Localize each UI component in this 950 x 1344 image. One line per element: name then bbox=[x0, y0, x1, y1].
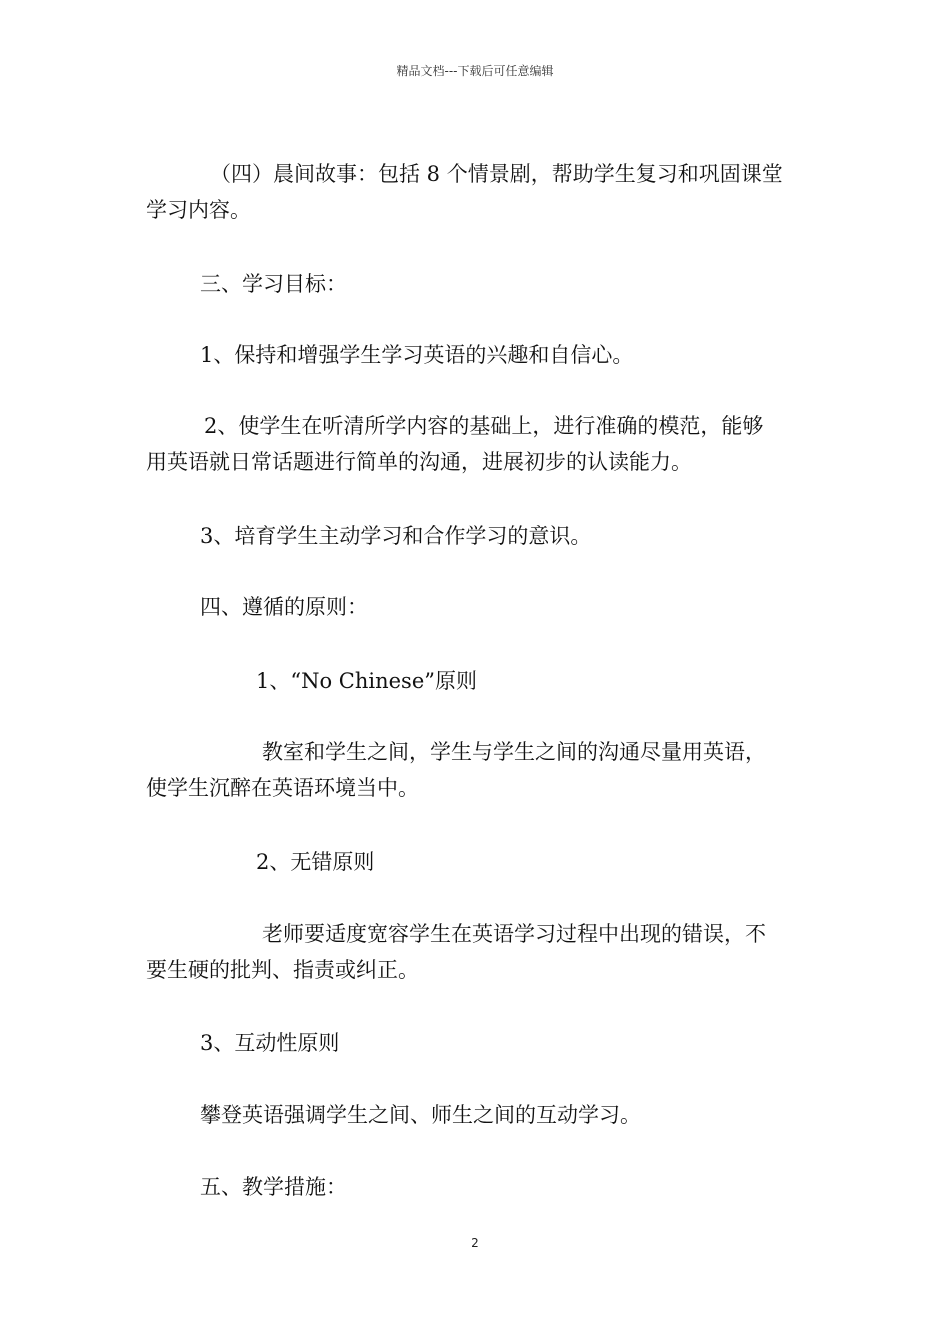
section-heading: 三、学习目标： bbox=[200, 272, 347, 296]
list-item: 3、培育学生主动学习和合作学习的意识。 bbox=[200, 524, 592, 548]
subsection-heading: 2、无错原则 bbox=[256, 850, 375, 874]
subsection-heading: 3、互动性原则 bbox=[200, 1031, 340, 1055]
page-header: 精品文档---下载后可任意编辑 bbox=[396, 64, 554, 78]
paragraph-line: 用英语就日常话题进行简单的沟通，进展初步的认读能力。 bbox=[146, 450, 692, 474]
section-heading: 五、教学措施： bbox=[200, 1175, 347, 1199]
paragraph-line: 攀登英语强调学生之间、师生之间的互动学习。 bbox=[200, 1103, 641, 1127]
paragraph-line: 学习内容。 bbox=[146, 198, 251, 222]
page-number: 2 bbox=[471, 1236, 479, 1250]
paragraph-line: 要生硬的批判、指责或纠正。 bbox=[146, 958, 419, 982]
paragraph-line: 使学生沉醉在英语环境当中。 bbox=[146, 776, 419, 800]
list-item: 2、使学生在听清所学内容的基础上，进行准确的模范，能够 bbox=[204, 414, 764, 438]
subsection-heading: 1、“No Chinese”原则 bbox=[256, 669, 477, 693]
paragraph-line: 老师要适度宽容学生在英语学习过程中出现的错误，不 bbox=[262, 922, 766, 946]
list-item: 1、保持和增强学生学习英语的兴趣和自信心。 bbox=[200, 343, 634, 367]
section-heading: 四、遵循的原则： bbox=[200, 595, 368, 619]
paragraph-line: 教室和学生之间，学生与学生之间的沟通尽量用英语， bbox=[262, 740, 766, 764]
paragraph-line: （四）晨间故事：包括 8 个情景剧，帮助学生复习和巩固课堂 bbox=[210, 162, 783, 186]
